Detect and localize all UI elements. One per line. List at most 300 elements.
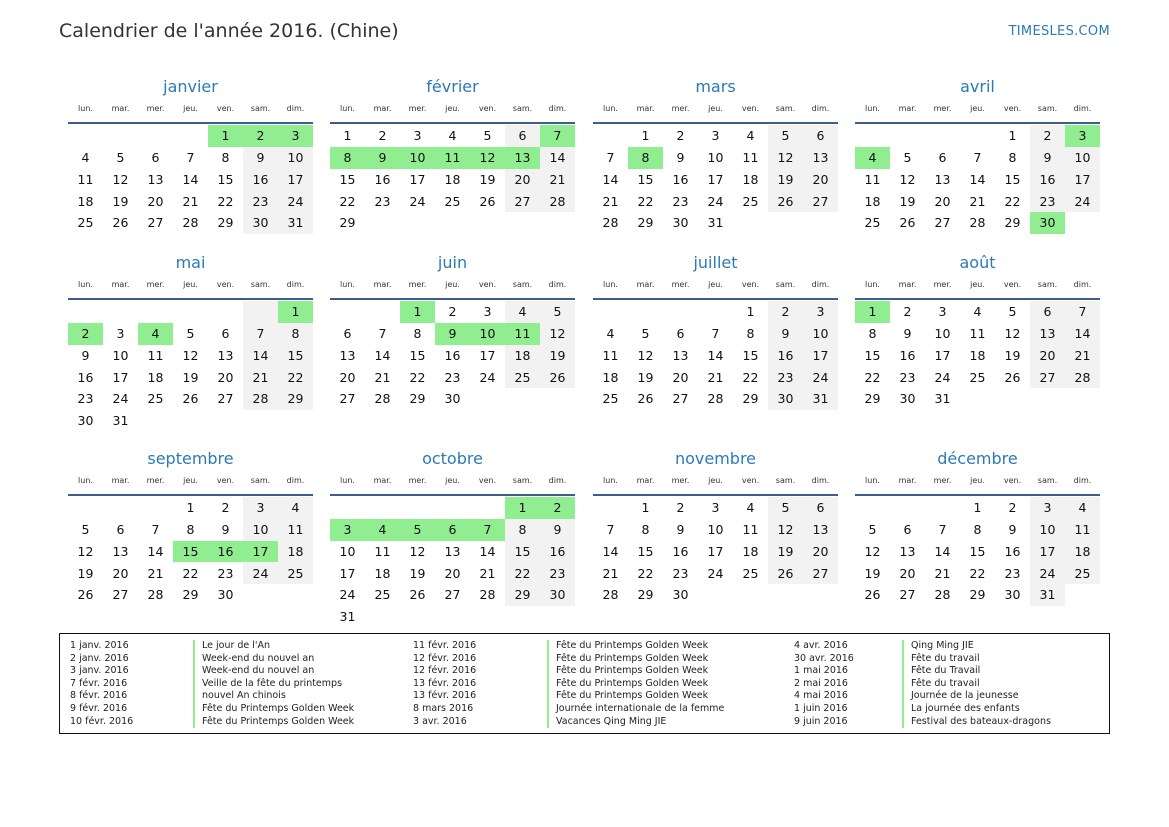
holiday-cell: 2	[243, 125, 278, 147]
month-divider	[855, 122, 1100, 124]
day-cell: 24	[339, 587, 356, 603]
holiday-cell: 1	[400, 301, 435, 323]
month-6	[330, 248, 575, 410]
weekday-label: jeu.	[183, 476, 198, 485]
day-cell: 29	[637, 587, 654, 603]
weekday-label: lun.	[340, 104, 355, 113]
day-cell: 18	[602, 369, 619, 385]
legend-holiday-name: Festival des bateaux-dragons	[902, 716, 1051, 729]
holiday-cell: 4	[855, 147, 890, 169]
day-cell: 29	[505, 584, 540, 606]
weekday-label: sam.	[512, 280, 533, 289]
legend-date: 9 juin 2016	[794, 715, 848, 727]
day-cell: 13	[1030, 323, 1065, 345]
holiday-cell: 5	[400, 519, 435, 541]
weekday-label: lun.	[865, 104, 880, 113]
holiday-cell: 2	[540, 497, 575, 519]
day-cell: 16	[540, 541, 575, 563]
month-divider	[855, 494, 1100, 496]
day-cell: 8	[641, 522, 650, 538]
weekday-label: sam.	[1037, 280, 1058, 289]
day-cell: 21	[540, 169, 575, 191]
day-cell: 23	[217, 565, 234, 581]
legend-date: 1 mai 2016	[794, 665, 848, 677]
weekday-label: lun.	[603, 476, 618, 485]
weekday-header	[593, 104, 838, 118]
empty-day-cell	[925, 125, 960, 147]
day-cell: 6	[1030, 301, 1065, 323]
weekday-label: dim.	[811, 104, 830, 113]
day-cell: 6	[116, 522, 125, 538]
day-cell: 25	[505, 366, 540, 388]
weekday-label: ven.	[216, 104, 235, 113]
holiday-cell: 1	[855, 301, 890, 323]
day-cell: 29	[182, 587, 199, 603]
day-cell: 20	[672, 369, 689, 385]
day-cell: 16	[768, 345, 803, 367]
day-cell: 22	[969, 565, 986, 581]
empty-day-cell	[593, 497, 628, 519]
weekday-label: jeu.	[708, 104, 723, 113]
month-name: septembre	[147, 449, 234, 468]
weekday-label: dim.	[1073, 280, 1092, 289]
empty-day-cell	[435, 497, 470, 519]
legend-holiday-name: Fête du Printemps Golden Week	[547, 690, 724, 703]
day-cell: 13	[147, 171, 164, 187]
weekday-header	[330, 476, 575, 490]
day-cell: 28	[602, 587, 619, 603]
legend-dates-1	[70, 640, 133, 728]
day-cell: 22	[409, 369, 426, 385]
day-cell: 10	[278, 147, 313, 169]
day-cell: 8	[973, 522, 982, 538]
weekday-label: jeu.	[183, 104, 198, 113]
day-cell: 31	[1030, 584, 1065, 606]
day-cell: 17	[112, 369, 129, 385]
weekday-label: sam.	[775, 280, 796, 289]
day-cell: 7	[711, 326, 720, 342]
day-cell: 12	[768, 519, 803, 541]
day-cell: 10	[707, 150, 724, 166]
day-cell: 21	[934, 565, 951, 581]
day-grid	[330, 301, 575, 410]
weekday-header	[68, 104, 313, 118]
day-cell: 24	[934, 369, 951, 385]
page-title: Calendrier de l'année 2016. (Chine)	[59, 20, 399, 42]
day-cell: 20	[803, 541, 838, 563]
day-cell: 27	[112, 587, 129, 603]
day-cell: 23	[444, 369, 461, 385]
month-name: octobre	[422, 449, 483, 468]
day-cell: 6	[676, 326, 685, 342]
day-cell: 6	[803, 125, 838, 147]
holiday-cell: 6	[435, 519, 470, 541]
day-cell: 17	[1065, 169, 1100, 191]
weekday-label: jeu.	[445, 476, 460, 485]
legend-date: 2 mai 2016	[794, 677, 848, 689]
empty-day-cell	[593, 125, 628, 147]
day-cell: 14	[707, 347, 724, 363]
day-grid	[855, 497, 1100, 606]
legend-holiday-name: Week-end du nouvel an	[193, 665, 354, 678]
day-cell: 25	[444, 193, 461, 209]
day-cell: 10	[934, 326, 951, 342]
weekday-label: mar.	[898, 476, 917, 485]
day-cell: 9	[676, 150, 685, 166]
day-cell: 19	[864, 565, 881, 581]
day-cell: 9	[1008, 522, 1017, 538]
day-cell: 3	[711, 128, 720, 144]
day-cell: 25	[77, 215, 94, 231]
day-cell: 23	[540, 562, 575, 584]
weekday-header	[68, 280, 313, 294]
weekday-label: dim.	[811, 280, 830, 289]
empty-day-cell	[103, 125, 138, 147]
month-divider	[330, 494, 575, 496]
empty-day-cell	[138, 125, 173, 147]
holiday-cell: 10	[400, 147, 435, 169]
day-cell: 8	[278, 323, 313, 345]
day-grid	[68, 497, 313, 606]
day-cell: 5	[768, 125, 803, 147]
holiday-cell: 9	[365, 147, 400, 169]
day-cell: 18	[742, 543, 759, 559]
day-cell: 22	[1004, 193, 1021, 209]
legend-holiday-name: Fête du travail	[902, 653, 1051, 666]
day-cell: 15	[1004, 171, 1021, 187]
empty-day-cell	[208, 301, 243, 323]
legend-holiday-name: Fête du Printemps Golden Week	[547, 653, 724, 666]
day-cell: 14	[540, 147, 575, 169]
day-cell: 19	[540, 345, 575, 367]
day-cell: 18	[505, 345, 540, 367]
empty-day-cell	[103, 301, 138, 323]
day-cell: 2	[676, 128, 685, 144]
day-cell: 20	[505, 169, 540, 191]
day-cell: 8	[868, 326, 877, 342]
weekday-label: dim.	[811, 476, 830, 485]
weekday-label: ven.	[478, 280, 497, 289]
day-cell: 13	[899, 543, 916, 559]
day-cell: 1	[746, 304, 755, 320]
empty-day-cell	[330, 497, 365, 519]
day-cell: 11	[77, 171, 94, 187]
day-cell: 15	[217, 171, 234, 187]
legend-names-3	[902, 640, 1051, 728]
day-cell: 16	[899, 347, 916, 363]
empty-day-cell	[855, 497, 890, 519]
day-cell: 25	[602, 391, 619, 407]
day-cell: 29	[864, 391, 881, 407]
day-cell: 26	[768, 562, 803, 584]
day-cell: 16	[243, 169, 278, 191]
day-cell: 20	[803, 169, 838, 191]
month-divider	[593, 298, 838, 300]
day-cell: 8	[413, 326, 422, 342]
day-cell: 10	[707, 522, 724, 538]
day-cell: 21	[602, 193, 619, 209]
day-cell: 4	[606, 326, 615, 342]
day-cell: 25	[374, 587, 391, 603]
month-3	[593, 72, 838, 234]
day-cell: 14	[1065, 323, 1100, 345]
weekday-label: jeu.	[970, 104, 985, 113]
day-cell: 24	[1065, 190, 1100, 212]
empty-day-cell	[138, 497, 173, 519]
day-cell: 3	[116, 326, 125, 342]
month-name: novembre	[674, 449, 757, 468]
day-cell: 19	[637, 369, 654, 385]
weekday-label: ven.	[478, 104, 497, 113]
day-cell: 13	[217, 347, 234, 363]
weekday-label: mar.	[898, 104, 917, 113]
day-cell: 18	[147, 369, 164, 385]
day-cell: 1	[973, 500, 982, 516]
day-cell: 17	[278, 169, 313, 191]
day-cell: 22	[637, 565, 654, 581]
day-cell: 15	[864, 347, 881, 363]
day-cell: 21	[182, 193, 199, 209]
weekday-header	[593, 476, 838, 490]
day-cell: 5	[903, 150, 912, 166]
day-cell: 8	[221, 150, 230, 166]
legend-date: 10 févr. 2016	[70, 715, 134, 727]
day-cell: 27	[803, 190, 838, 212]
day-grid	[855, 301, 1100, 410]
weekday-label: dim.	[1073, 476, 1092, 485]
brand-link[interactable]: TIMESLES.COM	[1008, 24, 1110, 39]
day-cell: 9	[540, 519, 575, 541]
day-cell: 4	[278, 497, 313, 519]
day-cell: 6	[505, 125, 540, 147]
day-cell: 4	[505, 301, 540, 323]
weekday-label: sam.	[250, 104, 271, 113]
day-cell: 28	[707, 391, 724, 407]
month-7	[593, 248, 838, 410]
legend-date: 30 avr. 2016	[794, 652, 854, 664]
empty-day-cell	[68, 497, 103, 519]
day-cell: 7	[606, 150, 615, 166]
day-cell: 11	[742, 522, 759, 538]
holiday-cell: 1	[505, 497, 540, 519]
day-cell: 18	[864, 193, 881, 209]
day-cell: 31	[278, 212, 313, 234]
holiday-cell: 11	[505, 323, 540, 345]
day-cell: 19	[479, 171, 496, 187]
month-10	[330, 444, 575, 628]
empty-day-cell	[330, 301, 365, 323]
legend-holiday-name: Qing Ming JIE	[902, 640, 1051, 653]
day-cell: 2	[903, 304, 912, 320]
day-cell: 12	[182, 347, 199, 363]
weekday-label: lun.	[865, 476, 880, 485]
day-cell: 12	[409, 543, 426, 559]
day-cell: 18	[1065, 541, 1100, 563]
day-cell: 26	[899, 215, 916, 231]
day-cell: 19	[768, 169, 803, 191]
day-cell: 3	[243, 497, 278, 519]
day-cell: 16	[444, 347, 461, 363]
day-cell: 20	[147, 193, 164, 209]
day-cell: 24	[112, 391, 129, 407]
weekday-label: lun.	[340, 280, 355, 289]
day-cell: 27	[934, 215, 951, 231]
month-name: avril	[960, 77, 995, 96]
holiday-cell: 1	[208, 125, 243, 147]
day-cell: 2	[448, 304, 457, 320]
day-cell: 28	[1065, 366, 1100, 388]
day-cell: 11	[602, 347, 619, 363]
weekday-label: lun.	[340, 476, 355, 485]
legend-holiday-name: Fête du travail	[902, 678, 1051, 691]
weekday-label: dim.	[548, 476, 567, 485]
day-cell: 28	[540, 190, 575, 212]
day-cell: 20	[444, 565, 461, 581]
empty-day-cell	[593, 301, 628, 323]
day-cell: 21	[479, 565, 496, 581]
day-cell: 4	[448, 128, 457, 144]
weekday-label: jeu.	[970, 280, 985, 289]
day-cell: 16	[672, 543, 689, 559]
month-name: mars	[695, 77, 736, 96]
day-cell: 7	[606, 522, 615, 538]
legend-holiday-name: Week-end du nouvel an	[193, 653, 354, 666]
legend-holiday-name: Journée de la jeunesse	[902, 690, 1051, 703]
weekday-label: mar.	[111, 104, 130, 113]
weekday-label: sam.	[775, 104, 796, 113]
weekday-label: jeu.	[708, 280, 723, 289]
day-cell: 1	[343, 128, 352, 144]
day-cell: 1	[641, 500, 650, 516]
day-cell: 11	[742, 150, 759, 166]
day-cell: 12	[1004, 326, 1021, 342]
weekday-label: sam.	[512, 104, 533, 113]
weekday-label: dim.	[286, 476, 305, 485]
month-1	[68, 72, 313, 234]
day-cell: 25	[278, 562, 313, 584]
day-grid	[593, 125, 838, 234]
day-cell: 6	[151, 150, 160, 166]
day-cell: 17	[934, 347, 951, 363]
day-cell: 11	[278, 519, 313, 541]
day-cell: 18	[374, 565, 391, 581]
day-cell: 26	[864, 587, 881, 603]
month-4	[855, 72, 1100, 234]
day-cell: 29	[339, 215, 356, 231]
day-cell: 15	[969, 543, 986, 559]
empty-day-cell	[663, 301, 698, 323]
holiday-cell: 10	[470, 323, 505, 345]
day-cell: 26	[479, 193, 496, 209]
weekday-label: mer.	[408, 104, 427, 113]
day-cell: 27	[217, 391, 234, 407]
day-cell: 20	[217, 369, 234, 385]
day-cell: 12	[637, 347, 654, 363]
day-cell: 30	[77, 413, 94, 429]
day-cell: 2	[1030, 125, 1065, 147]
day-cell: 3	[803, 301, 838, 323]
day-cell: 24	[409, 193, 426, 209]
day-cell: 19	[768, 541, 803, 563]
holiday-cell: 8	[330, 147, 365, 169]
legend-holiday-name: Fête du Printemps Golden Week	[547, 665, 724, 678]
day-cell: 5	[868, 522, 877, 538]
day-cell: 24	[243, 562, 278, 584]
day-cell: 9	[221, 522, 230, 538]
day-cell: 26	[409, 587, 426, 603]
day-cell: 19	[77, 565, 94, 581]
weekday-label: mar.	[636, 476, 655, 485]
day-cell: 20	[112, 565, 129, 581]
legend-names-1	[193, 640, 354, 728]
day-cell: 17	[707, 543, 724, 559]
day-cell: 16	[1030, 169, 1065, 191]
day-cell: 9	[903, 326, 912, 342]
day-cell: 17	[707, 171, 724, 187]
day-cell: 5	[483, 128, 492, 144]
day-cell: 21	[374, 369, 391, 385]
day-cell: 28	[969, 215, 986, 231]
day-cell: 3	[938, 304, 947, 320]
holiday-cell: 3	[1065, 125, 1100, 147]
weekday-label: ven.	[1003, 280, 1022, 289]
day-cell: 4	[1065, 497, 1100, 519]
day-cell: 23	[768, 366, 803, 388]
day-cell: 7	[151, 522, 160, 538]
legend-date: 8 févr. 2016	[70, 690, 128, 702]
day-cell: 31	[934, 391, 951, 407]
weekday-label: mer.	[146, 104, 165, 113]
day-cell: 4	[81, 150, 90, 166]
day-cell: 20	[899, 565, 916, 581]
weekday-label: ven.	[741, 104, 760, 113]
month-divider	[330, 298, 575, 300]
day-cell: 30	[243, 212, 278, 234]
weekday-label: dim.	[286, 280, 305, 289]
empty-day-cell	[470, 497, 505, 519]
empty-day-cell	[698, 301, 733, 323]
day-cell: 25	[742, 193, 759, 209]
day-cell: 23	[672, 565, 689, 581]
legend-date: 1 janv. 2016	[70, 640, 129, 651]
day-cell: 29	[409, 391, 426, 407]
weekday-label: mar.	[111, 476, 130, 485]
day-cell: 17	[339, 565, 356, 581]
day-cell: 2	[676, 500, 685, 516]
day-cell: 23	[1004, 565, 1021, 581]
day-cell: 26	[182, 391, 199, 407]
empty-day-cell	[890, 497, 925, 519]
day-cell: 5	[116, 150, 125, 166]
weekday-label: ven.	[216, 280, 235, 289]
day-cell: 27	[672, 391, 689, 407]
day-cell: 10	[243, 519, 278, 541]
legend-date: 13 févr. 2016	[413, 690, 477, 702]
month-name: mai	[175, 253, 206, 272]
day-cell: 27	[899, 587, 916, 603]
month-8	[855, 248, 1100, 410]
day-cell: 24	[707, 193, 724, 209]
day-cell: 30	[1004, 587, 1021, 603]
weekday-label: mer.	[408, 476, 427, 485]
day-cell: 15	[409, 347, 426, 363]
day-cell: 30	[899, 391, 916, 407]
day-cell: 22	[505, 562, 540, 584]
day-cell: 30	[672, 215, 689, 231]
day-cell: 1	[641, 128, 650, 144]
holiday-cell: 13	[505, 147, 540, 169]
legend-dates-3	[794, 640, 854, 728]
